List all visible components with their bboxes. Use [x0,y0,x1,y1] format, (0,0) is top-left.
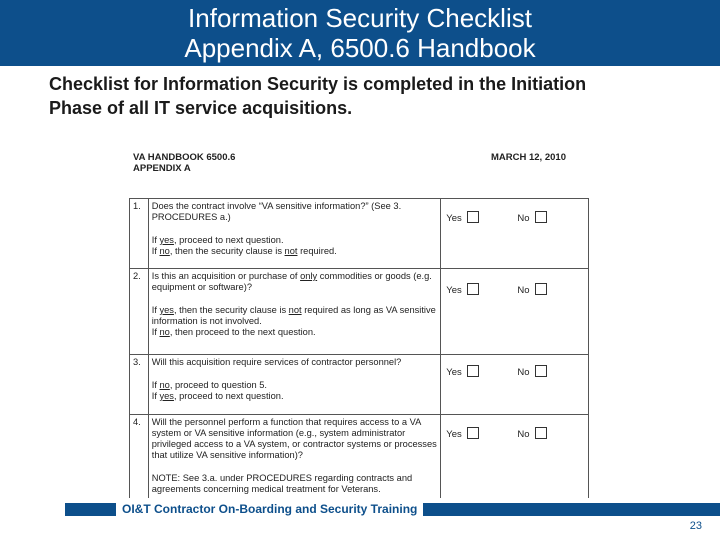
question-2-yes-instruction: If yes, then the security clause is not required as long as VA sensitive information is not involved. [151,305,436,326]
yes-no-options [446,211,546,224]
question-3-yes-instruction: If yes, proceed to next question. [151,391,284,401]
slide-title-line-1: Information Security Checklist [188,3,532,33]
answer-cell [441,269,589,355]
slide-title-line-2: Appendix A, 6500.6 Handbook [184,33,536,63]
question-4-text: Will the personnel perform a function that requires access to a VA system or VA sensitive information (e.g., system administrator privileged access to a VA system, or contractor systems or processes that utilize VA sensitive information)? [151,417,437,460]
table-row [130,269,589,355]
question-text [148,199,441,269]
yes-no-options [446,365,546,378]
yes-label: Yes [446,367,462,378]
handbook-id: VA HANDBOOK 6500.6 [133,152,236,163]
question-4-note: NOTE: See 3.a. under PROCEDURES regarding contracts and agreements concerning medical treatment for Veterans. [151,473,413,494]
question-3-text: Will this acquisition require services of contractor personnel? [151,357,402,367]
answer-cell [441,415,589,499]
subtitle-line-1: Checklist for Information Security is completed in the Initiation [49,74,587,94]
yes-checkbox[interactable] [467,427,479,439]
question-number: 1. [130,199,149,269]
checklist-table [129,198,589,498]
document-header-left [133,152,235,174]
question-3-no-instruction: If no, proceed to question 5. [151,380,267,390]
question-1-text: Does the contract involve “VA sensitive information?” (See 3. PROCEDURES a.) [151,201,402,222]
slide-subtitle [49,72,689,120]
no-label: No [517,429,530,440]
table-row [130,415,589,499]
handbook-document-image [115,140,595,498]
yes-no-options [446,427,546,440]
answer-cell [441,355,589,415]
yes-label: Yes [446,285,462,296]
question-text [148,269,441,355]
yes-checkbox[interactable] [467,365,479,377]
no-checkbox[interactable] [535,211,547,223]
answer-cell [441,199,589,269]
no-checkbox[interactable] [535,365,547,377]
question-1-no-instruction: If no, then the security clause is not required. [151,246,337,256]
no-label: No [517,213,530,224]
question-2-no-instruction: If no, then proceed to the next question. [151,327,316,337]
table-row [130,355,589,415]
question-1-yes-instruction: If yes, proceed to next question. [151,235,284,245]
document-date: MARCH 12, 2010 [491,152,566,163]
question-text [148,355,441,415]
yes-label: Yes [446,213,462,224]
footer-label: OI&T Contractor On-Boarding and Security Training [116,500,423,518]
no-checkbox[interactable] [535,283,547,295]
title-bar [0,0,720,66]
no-label: No [517,285,530,296]
yes-checkbox[interactable] [467,283,479,295]
yes-checkbox[interactable] [467,211,479,223]
appendix-label: APPENDIX A [133,163,191,174]
no-checkbox[interactable] [535,427,547,439]
subtitle-line-2: Phase of all IT service acquisitions. [49,98,353,118]
no-label: No [517,367,530,378]
yes-no-options [446,283,546,296]
question-text [148,415,441,499]
question-number: 2. [130,269,149,355]
table-row [130,199,589,269]
question-number: 4. [130,415,149,499]
page-number: 23 [689,520,702,532]
yes-label: Yes [446,429,462,440]
question-number: 3. [130,355,149,415]
question-2-text: Is this an acquisition or purchase of only commodities or goods (e.g. equipment or software)? [151,271,432,292]
